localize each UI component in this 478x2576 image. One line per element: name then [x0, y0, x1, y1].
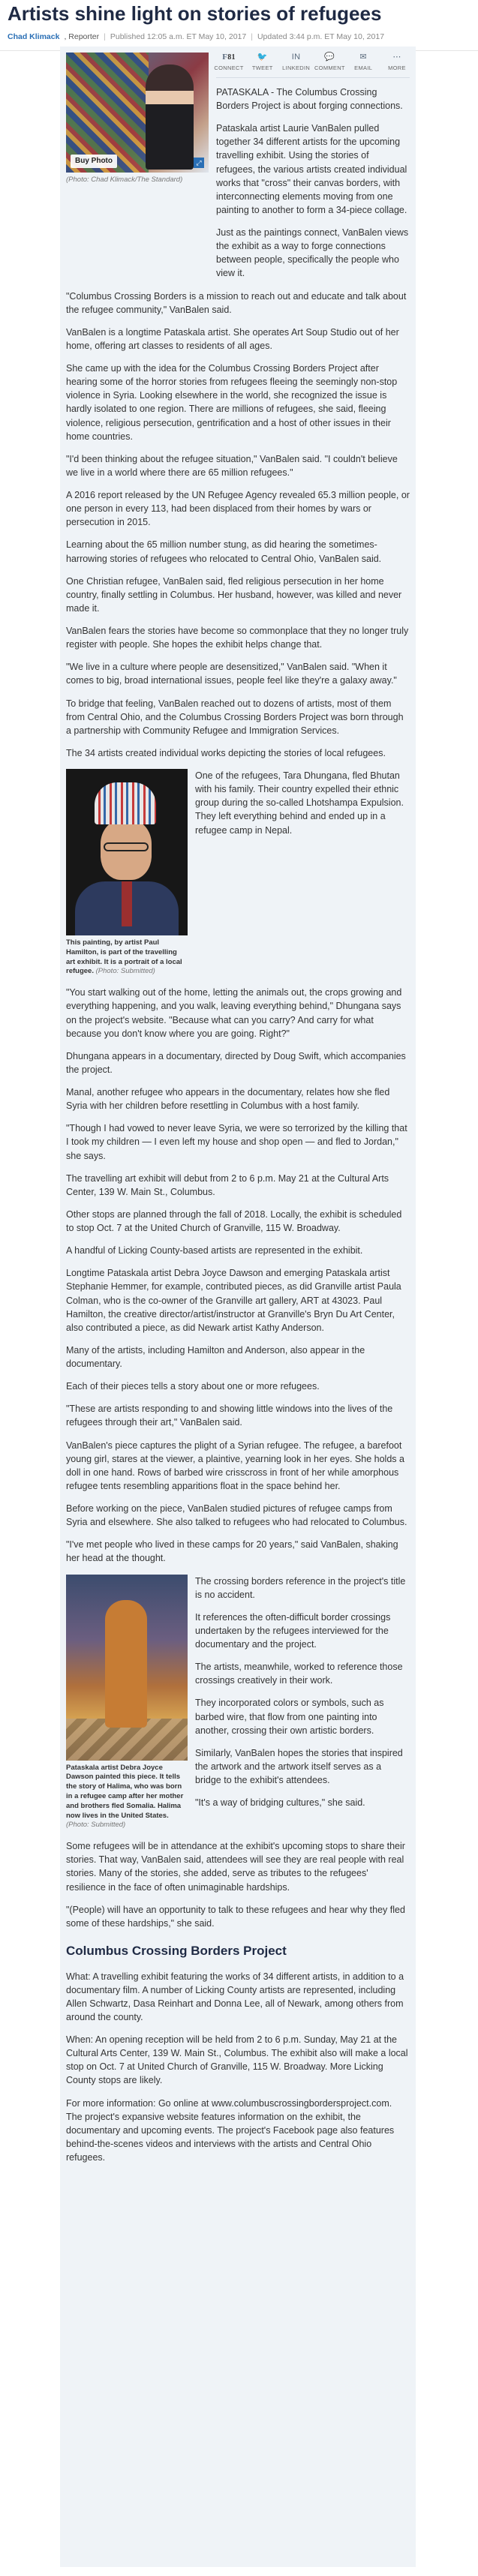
paragraph: "(People) will have an opportunity to talk to these refugees and hear why they fled some of these hardships," she said.: [66, 1904, 405, 1929]
portrait-photo-caption: This painting, by artist Paul Hamilton, is part of the travelling art exhibit. It is a portrait of a local refugee. (Photo: Submitted): [66, 938, 182, 976]
paragraph: To bridge that feeling, VanBalen reached out to dozens of artists, most of them from Central Ohio, and the Columbus Crossing Borders Project was born through a partnership with Community Refugee and Immigration Services.: [66, 698, 404, 736]
paragraph: "Columbus Crossing Borders is a mission to reach out and educate and talk about the refugee community," VanBalen said.: [66, 290, 407, 315]
updated-date: Updated 3:44 p.m. ET May 10, 2017: [257, 32, 385, 41]
paragraph: VanBalen fears the stories have become so commonplace that they no longer truly register with people. She hopes the exhibit helps change that.: [66, 626, 409, 650]
share-bar: [216, 53, 410, 78]
article-body: [60, 47, 416, 2567]
share-more[interactable]: ⋯ MORE: [388, 53, 406, 71]
expand-icon[interactable]: ⤢: [194, 158, 204, 168]
paragraph: She came up with the idea for the Columbus Crossing Borders Project after hearing some of the horror stories from refugees fleeing the seemingly non-stop violence in Syria. Looking elsewhere in the world, she recognized the issue is hardly isolated to one region. There are millions of refugees, she said, fleeing violence, religious persecution, gentrification and a host of other issues in their home countries.: [66, 363, 398, 442]
paragraph: "It's a way of bridging cultures," she said.: [195, 1797, 365, 1809]
twitter-icon: 🐦: [257, 53, 268, 62]
article-title: Artists shine light on stories of refugees: [8, 2, 382, 25]
paragraph: Other stops are planned through the fall of 2018. Locally, the exhibit is scheduled to stop Oct. 7 at the United Church of Granville, 115 W. Broadway.: [66, 1208, 402, 1233]
facebook-icon: F 81: [222, 53, 236, 62]
lead-photo-caption: (Photo: Chad Klimack/The Standard): [66, 176, 183, 184]
info-more: For more information: Go online at www.columbuscrossingbordersproject.com. The project's expansive website features information on the exhibit, the documentary and upcoming events. The project's Facebook page also features behind-the-scenes videos and interviews with the artists and Central Ohio refugees.: [66, 2097, 395, 2163]
paragraph: PATASKALA - The Columbus Crossing Borders Project is about forging connections.: [216, 86, 403, 111]
paragraph: VanBalen's piece captures the plight of a Syrian refugee. The refugee, a barefoot young girl, stares at the viewer, a plaintive, yearning look in her eyes. She holds a doll in one hand. Rows of barbed wire crisscross in front of her while amorphous refugee tents resembling apparitions float in the space behind her.: [66, 1440, 404, 1491]
lead-photo-block: [66, 53, 209, 290]
paragraph: Some refugees will be in attendance at the exhibit's upcoming stops to share their stories. That way, VanBalen said, attendees will see they are real people with real stories. Many of the stories, she added, serve as tributes to the refugees' resilience in the face of often unimaginable hardships.: [66, 1841, 405, 1893]
paragraph: Many of the artists, including Hamilton and Anderson, also appear in the documentary.: [66, 1344, 365, 1369]
paragraph: They incorporated colors or symbols, such as barbed wire, that flow from one painting into another, crossing their own artistic borders.: [195, 1698, 384, 1736]
paragraph: The travelling art exhibit will debut from 2 to 6 p.m. May 21 at the Cultural Arts Center, 139 W. Main St., Columbus.: [66, 1172, 389, 1197]
author-role: , Reporter: [64, 32, 100, 41]
portrait-photo[interactable]: [66, 769, 188, 935]
byline-separator: |: [104, 32, 106, 41]
share-connect[interactable]: F 81 CONNECT: [214, 53, 244, 71]
paragraph: Longtime Pataskala artist Debra Joyce Dawson and emerging Pataskala artist Stephanie Hemmer, for example, contributed pieces, as did Granville artist Paula Colman, who is the co-owner of the Granville art gallery, ART at 43023. Paul Hamilton, the creative director/artist/instructor at Granville's Bryn Du Art Center, also contributed a piece, as did Newark artist Kathy Anderson.: [66, 1268, 401, 1333]
paragraph: Before working on the piece, VanBalen studied pictures of refugee camps from Syria and elsewhere. She also talked to refugees who had relocated to Columbus.: [66, 1503, 407, 1528]
painting-photo-block: [66, 1575, 188, 1831]
paragraph: The artists, meanwhile, worked to reference those crossings creatively in their work.: [195, 1662, 403, 1686]
paragraph: One of the refugees, Tara Dhungana, fled Bhutan with his family. Their country expelled their ethnic group during the so-called Lhotshampa Expulsion. They left everything behind and ended up in a refugee camp in Nepal.: [195, 770, 404, 836]
paragraph: Manal, another refugee who appears in the documentary, relates how she fled Syria with her children before resettling in Columbus with a host family.: [66, 1087, 390, 1112]
portrait-photo-block: [66, 769, 188, 977]
share-email[interactable]: ✉ EMAIL: [354, 53, 373, 71]
paragraph: "I'd been thinking about the refugee situation," VanBalen said. "I couldn't believe we live in a world where there are 65 million refugees.": [66, 453, 398, 478]
info-what: What: A travelling exhibit featuring the works of 34 different artists, in addition to a documentary film. A number of Licking County artists are represented, including Allen Schwartz, Dasa Reinhart and Donna Lee, all of Newark, among others from around the county.: [66, 1971, 404, 2022]
paragraph: A 2016 report released by the UN Refugee Agency revealed 65.3 million people, or one person in every 113, had been displaced from their homes by wars or persecution in 2015.: [66, 490, 410, 528]
paragraph: "We live in a culture where people are desensitized," VanBalen said. "When it comes to big, broad international issues, people feel like they're a galaxy away.": [66, 662, 397, 686]
email-icon: ✉: [359, 53, 367, 62]
paragraph: Dhungana appears in a documentary, directed by Doug Swift, which accompanies the project.: [66, 1050, 406, 1075]
author-link[interactable]: Chad Klimack: [8, 32, 60, 41]
lead-photo[interactable]: [66, 53, 209, 173]
paragraph: "You start walking out of the home, letting the animals out, the crops growing and everything happening, and you walk, leaving everything behind," Dhungana says on the project's website. "Because what can you carry? And carry for what because you don't know where you are going. Right?": [66, 987, 402, 1039]
painting-photo-caption: Pataskala artist Debra Joyce Dawson painted this piece. It tells the story of Halima, who was born in a refugee camp after her mother and brothers fled Somalia. Halima now lives in the United States. (Photo: Submitted): [66, 1763, 184, 1830]
painting-photo[interactable]: [66, 1575, 188, 1761]
share-tweet[interactable]: 🐦 TWEET: [251, 53, 273, 71]
paragraph: Learning about the 65 million number stung, as did hearing the sometimes-harrowing stories of refugees who relocated to Central Ohio, VanBalen said.: [66, 539, 382, 564]
share-comment[interactable]: 💬 COMMENT: [314, 53, 345, 71]
paragraph: The 34 artists created individual works depicting the stories of local refugees.: [66, 747, 386, 758]
linkedin-icon: IN: [291, 53, 301, 62]
more-icon: ⋯: [392, 53, 401, 62]
info-box-heading: Columbus Crossing Borders Project: [66, 1943, 287, 1958]
paragraph: "Though I had vowed to never leave Syria, we were so terrorized by the killing that I took my children — I even left my house and shop open — and fled to Jordan," she says.: [66, 1123, 407, 1161]
paragraph: "I've met people who lived in these camps for 20 years," said VanBalen, shaking her head at the thought.: [66, 1539, 398, 1564]
buy-photo-button[interactable]: Buy Photo: [71, 155, 117, 169]
published-date: Published 12:05 a.m. ET May 10, 2017: [110, 32, 247, 41]
paragraph: One Christian refugee, VanBalen said, fled religious persecution in her home country, finally settling in Columbus. Her husband, however, was killed and never made it.: [66, 575, 402, 614]
paragraph: The crossing borders reference in the project's title is no accident.: [195, 1575, 406, 1600]
paragraph: Pataskala artist Laurie VanBalen pulled together 34 different artists for the upcoming travelling exhibit. Using the stories of refugees, the various artists created individual works that "cross" their canvas borders, with interconnecting elements moving from one painting to another to form a 34-piece collage.: [216, 123, 407, 215]
share-linkedin[interactable]: IN LINKEDIN: [282, 53, 311, 71]
paragraph: A handful of Licking County-based artists are represented in the exhibit.: [66, 1245, 363, 1256]
info-when: When: An opening reception will be held from 2 to 6 p.m. Sunday, May 21 at the Cultural Arts Center, 139 W. Main St., Columbus. The exhibit also will make a local stop on Oct. 7 at United Church of Granville, 115 W. Broadway. More Licking County stops are likely.: [66, 2034, 408, 2086]
paragraph: "These are artists responding to and showing little windows into the lives of the refugees through their art," VanBalen said.: [66, 1404, 393, 1428]
paragraph: VanBalen is a longtime Pataskala artist. She operates Art Soup Studio out of her home, offering art classes to residents of all ages.: [66, 326, 399, 351]
paragraph: It references the often-difficult border crossings undertaken by the refugees interviewed for the documentary and the project.: [195, 1611, 391, 1650]
paragraph: Each of their pieces tells a story about one or more refugees.: [66, 1381, 320, 1392]
paragraph: Similarly, VanBalen hopes the stories that inspired the artwork and the artwork itself serves as a bridge to the exhibit's attendees.: [195, 1747, 403, 1785]
comment-icon: 💬: [324, 53, 335, 62]
byline-separator: |: [251, 32, 253, 41]
paragraph: Just as the paintings connect, VanBalen views the exhibit as a way to forge connections between people, specifically the people who view it.: [216, 227, 409, 279]
